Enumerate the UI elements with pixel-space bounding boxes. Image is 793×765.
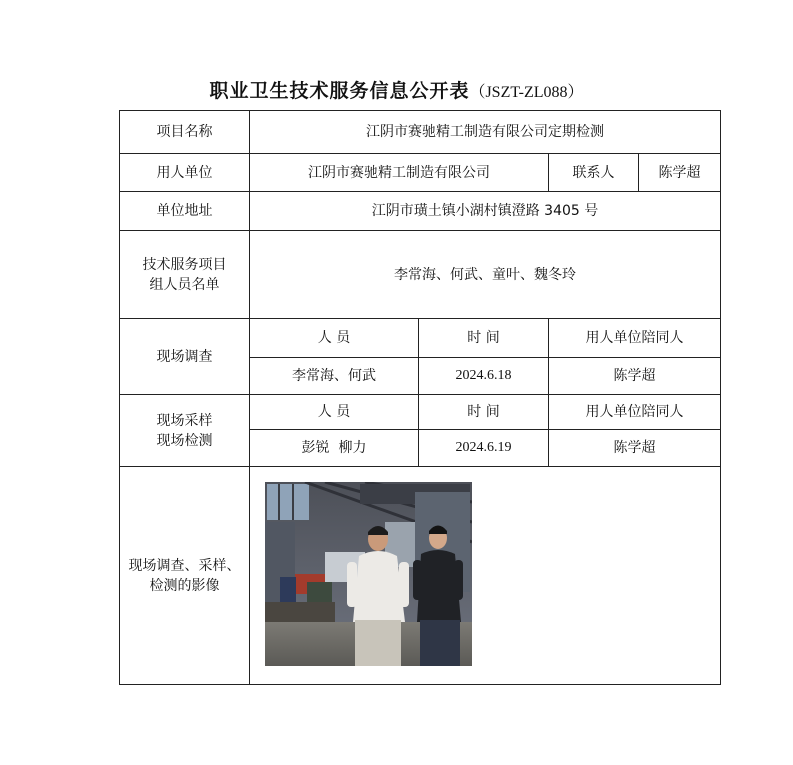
sampling-date: 2024.6.19 bbox=[419, 430, 549, 467]
row-team bbox=[120, 231, 721, 319]
employer-value: 江阴市赛驰精工制造有限公司 bbox=[250, 154, 549, 192]
sampling-header-people: 人 员 bbox=[250, 395, 419, 430]
survey-header-people: 人 员 bbox=[250, 319, 419, 358]
sampling-label: 现场采样现场检测 bbox=[120, 395, 250, 467]
title-code: （JSZT-ZL088） bbox=[469, 84, 584, 101]
row-project bbox=[120, 111, 721, 154]
images-cell bbox=[250, 467, 721, 685]
address-label: 单位地址 bbox=[120, 192, 250, 231]
project-value: 江阴市赛驰精工制造有限公司定期检测 bbox=[250, 111, 721, 154]
employer-label: 用人单位 bbox=[120, 154, 250, 192]
sampling-header-time: 时 间 bbox=[419, 395, 549, 430]
sampling-people: 彭锐 柳力 bbox=[250, 430, 419, 467]
row-images bbox=[120, 467, 721, 685]
contact-value: 陈学超 bbox=[639, 154, 721, 192]
info-table bbox=[119, 110, 721, 685]
address-value: 江阴市璜土镇小湖村镇澄路 3405 号 bbox=[250, 192, 721, 231]
title-main: 职业卫生技术服务信息公开表 bbox=[209, 80, 470, 102]
sampling-escort: 陈学超 bbox=[549, 430, 721, 467]
project-label: 项目名称 bbox=[120, 111, 250, 154]
survey-header-escort: 用人单位陪同人 bbox=[549, 319, 721, 358]
team-value: 李常海、何武、童叶、魏冬玲 bbox=[250, 231, 721, 319]
survey-label: 现场调查 bbox=[120, 319, 250, 395]
page-title bbox=[0, 76, 793, 103]
survey-header-time: 时 间 bbox=[419, 319, 549, 358]
row-employer bbox=[120, 154, 721, 192]
survey-people: 李常海、何武 bbox=[250, 358, 419, 395]
sampling-header-escort: 用人单位陪同人 bbox=[549, 395, 721, 430]
row-address bbox=[120, 192, 721, 231]
images-label: 现场调查、采样、检测的影像 bbox=[120, 467, 250, 685]
team-label: 技术服务项目组人员名单 bbox=[120, 231, 250, 319]
contact-label: 联系人 bbox=[549, 154, 639, 192]
row-survey-header bbox=[120, 319, 721, 358]
row-sampling-header bbox=[120, 395, 721, 430]
site-photo bbox=[265, 482, 472, 666]
survey-escort: 陈学超 bbox=[549, 358, 721, 395]
survey-date: 2024.6.18 bbox=[419, 358, 549, 395]
